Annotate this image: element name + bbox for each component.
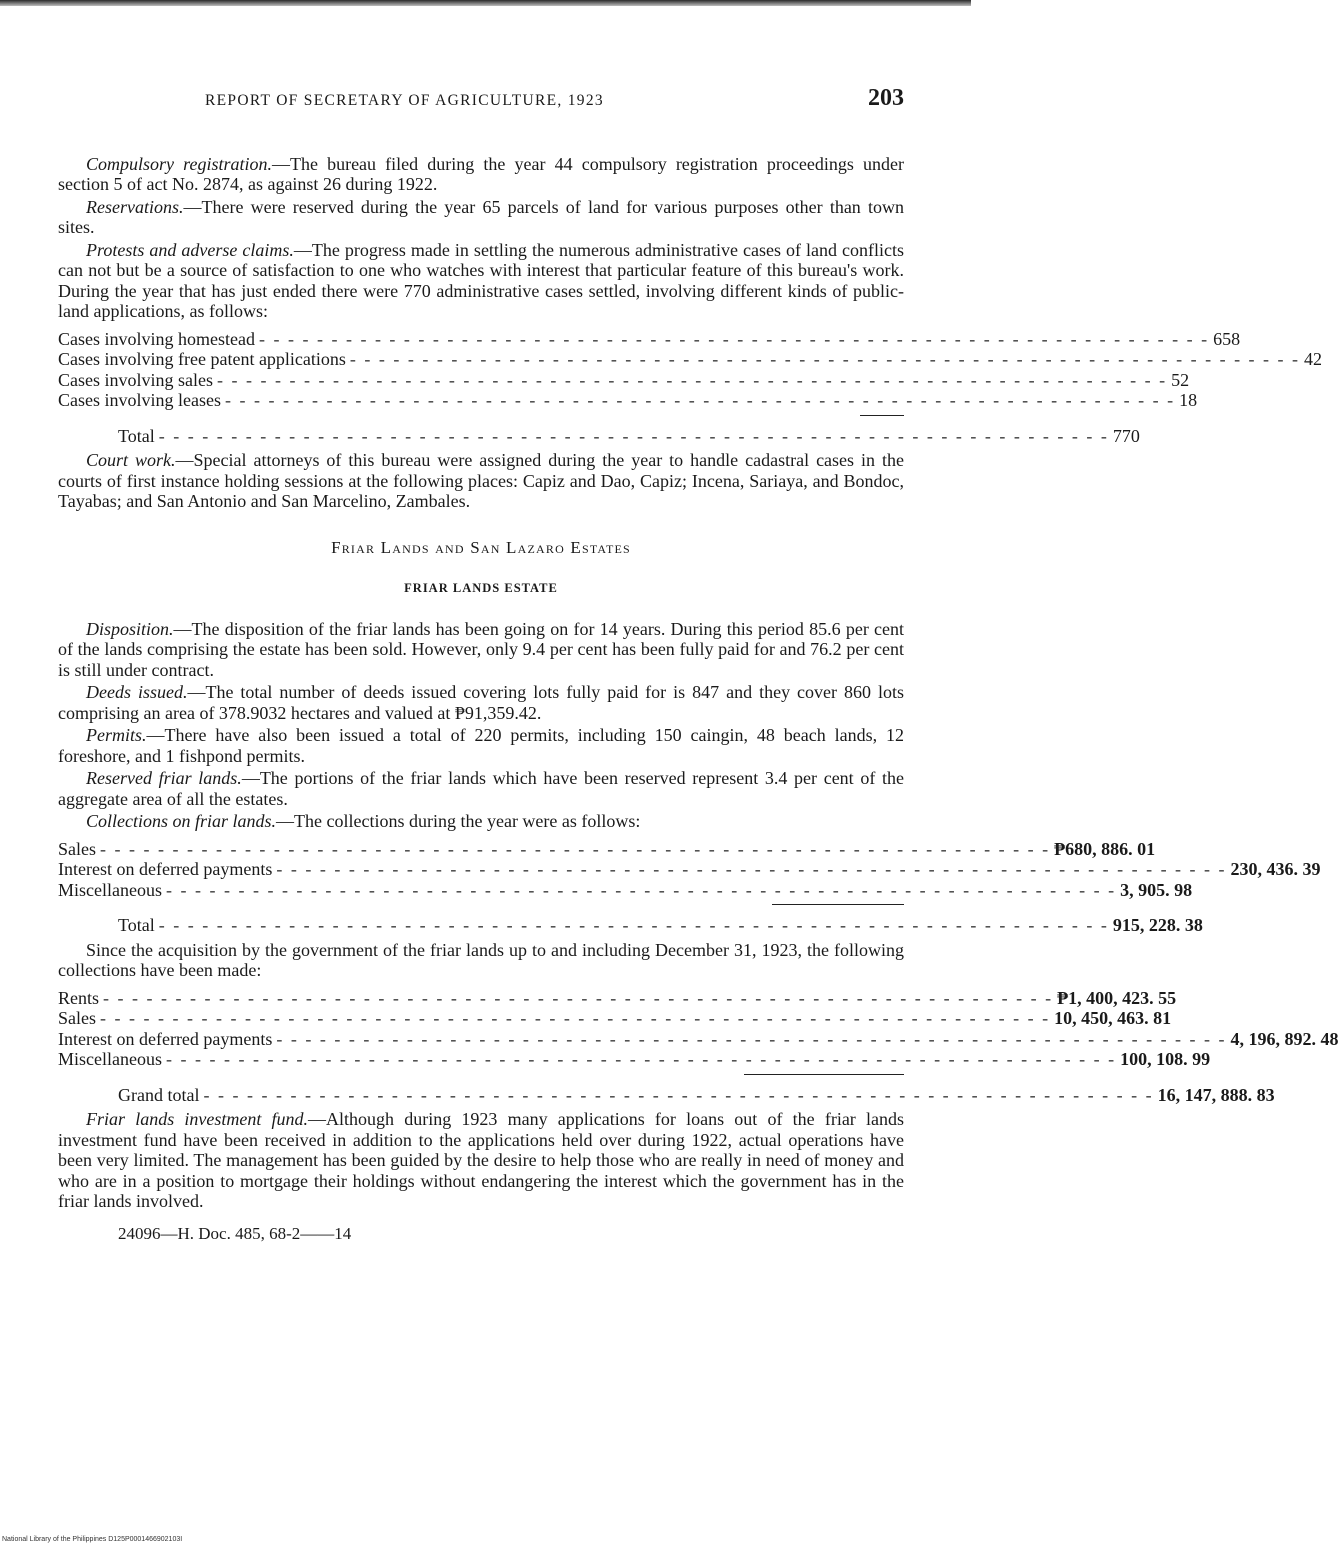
row-label: Miscellaneous — [58, 879, 162, 900]
table-total-row — [58, 1084, 1275, 1106]
paragraph-text: —There have also been issued a total of 220 permits, including 150 caingin, 48 beach lands, 12 foreshore, and 1 fishpond permits. — [58, 725, 904, 766]
sum-rule — [58, 415, 904, 416]
row-label: Interest on deferred payments — [58, 859, 273, 879]
cumulative-collections-table — [58, 987, 1339, 1106]
runin-heading: Deeds issued. — [86, 682, 188, 702]
total-value: 770 — [1112, 425, 1140, 446]
scan-top-edge — [0, 0, 971, 6]
row-label: Cases involving leases — [58, 390, 221, 410]
table-row — [58, 987, 1177, 1009]
paragraph-text: Since the acquisition by the government of the friar lands up to and including December 31, 1923, the following collections have been made: — [58, 939, 904, 980]
sum-rule — [58, 904, 904, 905]
paragraph-text: —The disposition of the friar lands has been going on for 14 years. During this period 85.6 per cent of the lands comprising the estate has been sold. However, only 9.4 per cent has been fully paid for and 76.2 per cent is still under contract. — [58, 618, 904, 680]
table-row — [58, 1049, 1211, 1070]
runin-heading: Disposition. — [86, 618, 174, 639]
document-page — [58, 85, 1339, 1244]
runin-heading: Collections on friar lands. — [86, 811, 277, 831]
paragraph-text: —The total number of deeds issued covering lots fully paid for is 847 and they cover 860 lots comprising an area of 378.9032 hectares and valued at ₱91,359.42. — [58, 682, 905, 723]
dot-leader: - - - - - - - - - - - - - - - - - - - - - - - - - - - - - - - - - - - - - - - - - - - - - - - - - - - - - - - - - - - - - - - - - - — [224, 390, 1176, 410]
runin-heading: Protests and adverse claims. — [86, 239, 294, 260]
row-value: 4, 196, 892. 48 — [1230, 1028, 1339, 1049]
row-value: 18 — [1179, 390, 1198, 410]
row-label: Sales — [58, 838, 96, 859]
dot-leader: - - - - - - - - - - - - - - - - - - - - - - - - - - - - - - - - - - - - - - - - - - - - - - - - - - - - - - - - - - - - - - - - - - — [276, 859, 1227, 879]
runin-heading: Reserved friar lands. — [86, 768, 242, 788]
cases-table — [58, 328, 1323, 447]
row-value: 3, 905. 98 — [1120, 879, 1193, 900]
row-label: Sales — [58, 1008, 96, 1028]
total-label: Total — [118, 425, 155, 446]
runin-heading: Reservations. — [86, 196, 184, 217]
table-row — [58, 1008, 1172, 1029]
subsection-title: FRIAR LANDS ESTATE — [404, 581, 558, 595]
dot-leader: - - - - - - - - - - - - - - - - - - - - - - - - - - - - - - - - - - - - - - - - - - - - - - - - - - - - - - - - - - - - - - - - - - — [158, 915, 1109, 935]
document-signature: 24096—H. Doc. 485, 68-2——14 — [118, 1223, 352, 1243]
table-total-row — [58, 915, 1203, 936]
row-value: ₱1, 400, 423. 55 — [1057, 987, 1177, 1008]
paragraph-text: —Special attorneys of this bureau were assigned during the year to handle cadastral cases in the courts of first instance holding sessions at the following places: Capiz and Dao, Capiz; Incena, Sariaya, and Bondoc, Tayabas; and San Antonio and San Marcelino, Zambales. — [58, 450, 904, 511]
paragraph-text: —The bureau filed during the year 44 compulsory registration proceedings under section 5 of act No. 2874, as against 26 during 1922. — [58, 153, 904, 194]
dot-leader: - - - - - - - - - - - - - - - - - - - - - - - - - - - - - - - - - - - - - - - - - - - - - - - - - - - - - - - - - - - - - - - - - - — [276, 1028, 1227, 1049]
row-value: 100, 108. 99 — [1120, 1049, 1211, 1069]
row-label: Rents — [58, 987, 100, 1008]
row-value: 42 — [1304, 349, 1323, 369]
table-row — [58, 879, 1193, 901]
collections-table — [58, 838, 1321, 936]
row-value: 52 — [1171, 369, 1190, 390]
total-label: Grand total — [118, 1084, 200, 1105]
table-row — [58, 1028, 1339, 1050]
table-row — [58, 838, 1156, 860]
paragraph-reserved-friar-lands — [58, 768, 904, 809]
dot-leader: - - - - - - - - - - - - - - - - - - - - - - - - - - - - - - - - - - - - - - - - - - - - - - - - - - - - - - - - - - - - - - - - - - — [349, 349, 1301, 369]
paragraph-collections — [58, 811, 904, 832]
sum-rule — [58, 1074, 904, 1075]
runin-heading: Compulsory registration. — [86, 153, 272, 174]
dot-leader: - - - - - - - - - - - - - - - - - - - - - - - - - - - - - - - - - - - - - - - - - - - - - - - - - - - - - - - - - - - - - - - - - - — [165, 1049, 1117, 1069]
dot-leader: - - - - - - - - - - - - - - - - - - - - - - - - - - - - - - - - - - - - - - - - - - - - - - - - - - - - - - - - - - - - - - - - - - — [100, 838, 1051, 859]
row-value: 230, 436. 39 — [1230, 859, 1321, 879]
row-label: Miscellaneous — [58, 1049, 162, 1069]
paragraph-investment-fund — [58, 1109, 904, 1212]
library-watermark: National Library of the Philippines D125P0001466902103I — [2, 1536, 183, 1543]
paragraph-protests — [58, 240, 904, 322]
paragraph-text: —The progress made in settling the numerous administrative cases of land conflicts can not but be a source of satisfaction to one who watches with interest that particular feature of this bureau's work. During the year that has just ended there were 770 administrative cases settled, involving different kinds of public-land applications, as follows: — [58, 239, 904, 321]
table-row — [58, 390, 1198, 411]
paragraph-deeds-issued — [58, 682, 904, 723]
dot-leader: - - - - - - - - - - - - - - - - - - - - - - - - - - - - - - - - - - - - - - - - - - - - - - - - - - - - - - - - - - - - - - - - - - — [217, 369, 1168, 390]
total-label: Total — [118, 915, 155, 935]
paragraph-permits — [58, 725, 904, 766]
dot-leader: - - - - - - - - - - - - - - - - - - - - - - - - - - - - - - - - - - - - - - - - - - - - - - - - - - - - - - - - - - - - - - - - - - — [103, 987, 1054, 1008]
row-value: 10, 450, 463. 81 — [1054, 1008, 1172, 1028]
table-row — [58, 369, 1190, 391]
total-value: 16, 147, 888. 83 — [1157, 1084, 1275, 1105]
dot-leader: - - - - - - - - - - - - - - - - - - - - - - - - - - - - - - - - - - - - - - - - - - - - - - - - - - - - - - - - - - - - - - - - - - — [158, 425, 1109, 446]
dot-leader: - - - - - - - - - - - - - - - - - - - - - - - - - - - - - - - - - - - - - - - - - - - - - - - - - - - - - - - - - - - - - - - - - - — [203, 1084, 1154, 1105]
paragraph-text: —There were reserved during the year 65 parcels of land for various purposes other than town sites. — [58, 196, 904, 237]
total-value: 915, 228. 38 — [1112, 915, 1203, 935]
row-label: Cases involving free patent applications — [58, 349, 346, 369]
paragraph-text: —The portions of the friar lands which have been reserved represent 3.4 per cent of the aggregate area of all the estates. — [58, 768, 904, 809]
runin-heading: Permits. — [86, 725, 147, 745]
page-number: 203 — [868, 85, 904, 111]
table-row — [58, 349, 1323, 370]
dot-leader: - - - - - - - - - - - - - - - - - - - - - - - - - - - - - - - - - - - - - - - - - - - - - - - - - - - - - - - - - - - - - - - - - - — [165, 879, 1117, 900]
paragraph-compulsory-registration — [58, 154, 904, 195]
table-row — [58, 859, 1321, 880]
row-label: Cases involving homestead — [58, 328, 255, 349]
row-label: Cases involving sales — [58, 369, 213, 390]
page-header — [58, 85, 904, 112]
paragraph-since-acquisition — [58, 940, 904, 981]
dot-leader: - - - - - - - - - - - - - - - - - - - - - - - - - - - - - - - - - - - - - - - - - - - - - - - - - - - - - - - - - - - - - - - - - - — [258, 328, 1210, 349]
paragraph-court-work — [58, 450, 904, 512]
paragraph-text: —The collections during the year were as follows: — [276, 811, 641, 831]
runin-heading: Friar lands investment fund. — [86, 1109, 309, 1129]
row-value: ₱680, 886. 01 — [1054, 838, 1156, 859]
paragraph-reservations — [58, 197, 904, 238]
row-value: 658 — [1213, 328, 1241, 349]
paragraph-text: —Although during 1923 many applications for loans out of the friar lands investment fund have been received in addition to the applications held over during 1922, actual operations have been very limited. The management has been guided by the desire to help those who are really in need of money and who are in a position to mortgage their holdings without endangering the interest which the government has in the friar lands involved. — [58, 1109, 904, 1211]
row-label: Interest on deferred payments — [58, 1028, 273, 1049]
paragraph-disposition — [58, 619, 904, 681]
dot-leader: - - - - - - - - - - - - - - - - - - - - - - - - - - - - - - - - - - - - - - - - - - - - - - - - - - - - - - - - - - - - - - - - - - — [100, 1008, 1051, 1028]
section-title: Friar Lands and San Lazaro Estates — [331, 537, 631, 557]
running-head: REPORT OF SECRETARY OF AGRICULTURE, 1923 — [205, 92, 604, 109]
runin-heading: Court work. — [86, 450, 176, 470]
table-row — [58, 328, 1241, 350]
table-total-row — [58, 425, 1140, 447]
